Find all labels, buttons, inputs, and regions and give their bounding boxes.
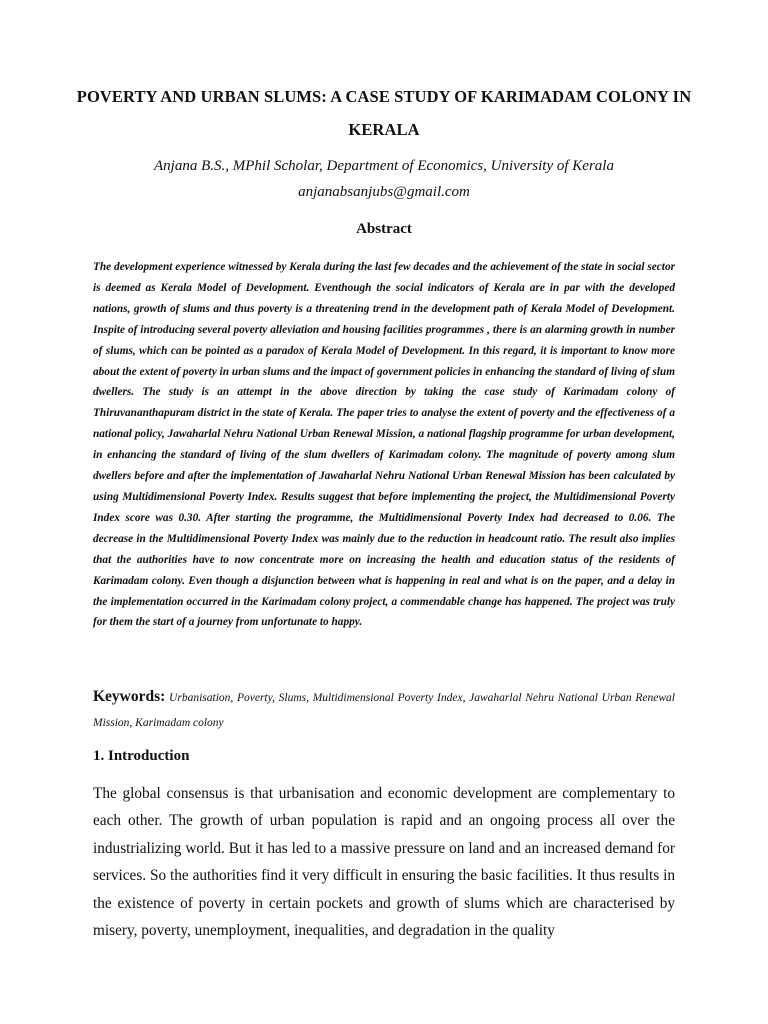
keywords-label: Keywords [93,688,161,705]
introduction-text: The global consensus is that urbanisation and economic development are complementary to each other. The growth of urban population is rapid and an ongoing process all over the industrializing world. But it has led to a massive pressure on land and an increased demand for services. So the authorities find it very difficult in ensuring the basic facilities. It thus results in the existence of poverty in certain pockets and growth of slums which are characterised by misery, poverty, unemployment, inequalities, and degradation in the quality [93,785,675,940]
section-heading-introduction: 1. Introduction [93,748,190,764]
author-affiliation: Anjana B.S., MPhil Scholar, Department of Economics, University of Kerala [154,158,614,174]
abstract-text: The development experience witnessed by Kerala during the last few decades and the achievement of the state in social sector is deemed as Kerala Model of Development. Eventhough the social indicators of Kerala are in par with the developed nations, growth of slums and thus poverty is a threatening trend in the development path of Kerala Model of Development. Inspite of introducing several poverty alleviation and housing facilities programmes , there is an alarming growth in number of slums, which can be pointed as a paradox of Kerala Model of Development. In this regard, it is important to know more about the extent of poverty in urban slums and the impact of government policies in enhancing the standard of living of slum dwellers. The study is an attempt in the above direction by taking the case study of Karimadam colony of Thiruvananthapuram district in the state of Kerala. The paper tries to analyse the extent of poverty and the effectiveness of a national policy, Jawaharlal Nehru National Urban Renewal Mission, a national flagship programme for urban development, in enhancing the standard of living of the slum dwellers of Karimadam colony. The magnitude of poverty among slum dwellers before and after the implementation of Jawaharlal Nehru National Urban Renewal Mission has been calculated by using Multidimensional Poverty Index. Results suggest that before implementing the project, the Multidimensional Poverty Index score was 0.30. After starting the programme, the Multidimensional Poverty Index had decreased to 0.06. The decrease in the Multidimensional Poverty Index was mainly due to the reduction in headcount ratio. The result also implies that the authorities have to now concentrate more on increasing the health and education status of the residents of Karimadam colony. Even though a disjunction between what is happening in real and what is on the paper, and a delay in the implementation occurred in the Karimadam colony project, a commendable change has happened. The project was truly for them the start of a journey from unfortunate to happy. [93,261,675,629]
paper-title: POVERTY AND URBAN SLUMS: A CASE STUDY OF KARIMADAM COLONY IN KERALA [76,87,692,139]
keywords-paragraph [93,685,675,735]
keywords-colon: : [160,688,166,705]
keywords-list: Urbanisation, Poverty, Slums, Multidimensional Poverty Index, Jawaharlal Nehru National Urban Renewal Mission, Karimadam colony [93,692,675,729]
author-email: anjanabsanjubs@gmail.com [298,184,470,200]
abstract-heading: Abstract [356,221,412,237]
